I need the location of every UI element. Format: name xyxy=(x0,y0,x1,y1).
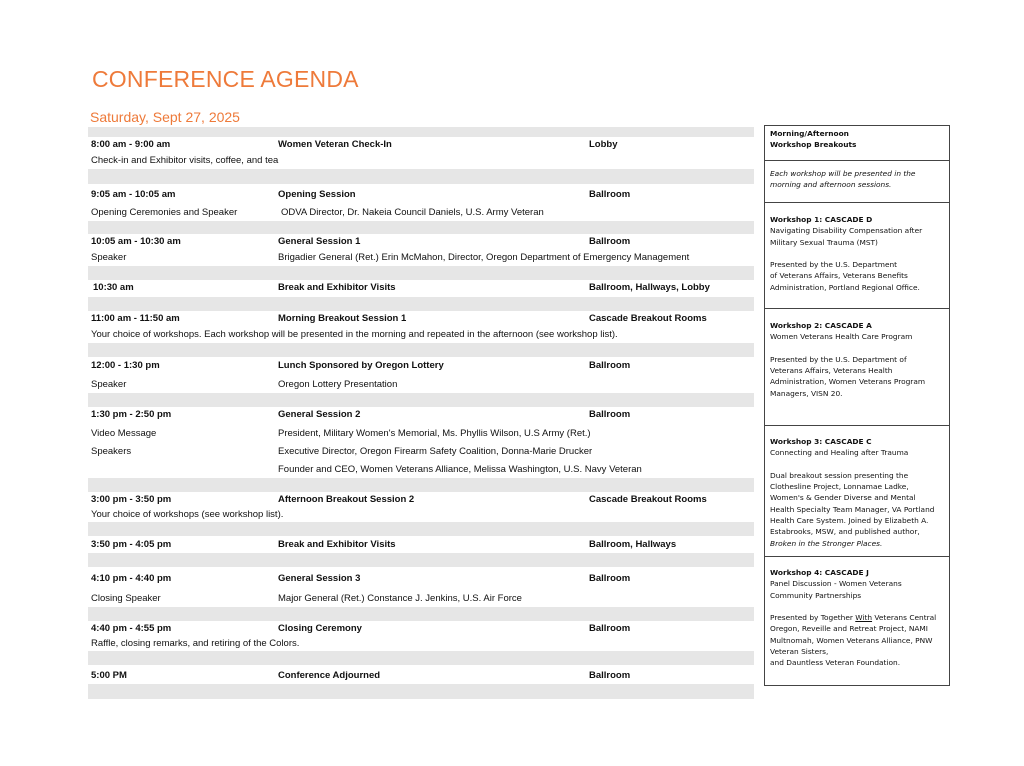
detail: ODVA Director, Dr. Nakeia Council Daniels, U.S. Army Veteran xyxy=(281,207,544,218)
workshop-3 xyxy=(765,426,949,557)
agenda-row xyxy=(88,407,754,423)
workshop-presenter: Veteran Sisters, xyxy=(770,647,829,657)
agenda-row xyxy=(88,311,754,327)
role: Closing Speaker xyxy=(91,593,161,604)
workshop-presenter: Health Specialty Team Manager, VA Portland xyxy=(770,504,935,514)
workshop-1 xyxy=(765,203,949,309)
workshop-topic: Panel Discussion - Women Veterans xyxy=(770,579,902,589)
agenda-detail xyxy=(88,461,754,478)
detail: Executive Director, Oregon Firearm Safety Coalition, Donna-Marie Drucker xyxy=(278,446,593,457)
location: Cascade Breakout Rooms xyxy=(589,494,707,505)
sidebar-header-line: Workshop Breakouts xyxy=(770,140,857,150)
divider-band xyxy=(88,297,754,311)
divider-band xyxy=(88,607,754,621)
agenda-row xyxy=(88,137,754,153)
location: Ballroom, Hallways, Lobby xyxy=(589,282,710,293)
agenda-detail xyxy=(88,374,754,393)
time: 4:10 pm - 4:40 pm xyxy=(91,573,172,584)
workshop-title: Workshop 2: CASCADE A xyxy=(770,321,872,330)
workshop-topic: Military Sexual Trauma (MST) xyxy=(770,237,878,247)
workshop-sidebar xyxy=(764,125,950,686)
description: Your choice of workshops (see workshop list). xyxy=(91,509,284,520)
workshop-4 xyxy=(765,557,949,673)
sidebar-header xyxy=(765,126,949,161)
workshop-presenter: Oregon, Reveille and Retreat Project, NAMI xyxy=(770,624,928,634)
workshop-presenter: of Veterans Affairs, Veterans Benefits xyxy=(770,271,908,281)
location: Ballroom xyxy=(589,189,631,200)
workshop-title: Workshop 4: CASCADE J xyxy=(770,568,869,577)
event: Break and Exhibitor Visits xyxy=(278,539,396,550)
divider-band xyxy=(88,169,754,184)
detail: Brigadier General (Ret.) Erin McMahon, Director, Oregon Department of Emergency Management xyxy=(278,252,690,263)
book-title: Broken in the Stronger Places. xyxy=(770,538,883,548)
event: Women Veteran Check-In xyxy=(278,139,392,150)
time: 10:05 am - 10:30 am xyxy=(91,236,181,247)
location: Lobby xyxy=(589,139,618,150)
agenda-row xyxy=(88,621,754,637)
underlined-word: With xyxy=(855,613,873,623)
intro-line: Each workshop will be presented in the xyxy=(770,169,916,178)
time: 4:40 pm - 4:55 pm xyxy=(91,623,172,634)
time: 8:00 am - 9:00 am xyxy=(91,139,171,150)
workshop-presenter: Veterans Affairs, Veterans Health xyxy=(770,366,893,376)
event: General Session 1 xyxy=(278,236,361,247)
event: Afternoon Breakout Session 2 xyxy=(278,494,415,505)
workshop-presenter: and Dauntless Veteran Foundation. xyxy=(770,658,901,668)
location: Ballroom xyxy=(589,623,631,634)
agenda-detail xyxy=(88,508,754,522)
workshop-title: Workshop 1: CASCADE D xyxy=(770,215,873,224)
detail: Major General (Ret.) Constance J. Jenkins, U.S. Air Force xyxy=(278,593,522,604)
agenda-detail xyxy=(88,327,754,343)
agenda-detail xyxy=(88,423,754,442)
agenda-detail xyxy=(88,203,754,221)
time: 5:00 PM xyxy=(91,670,127,681)
page-title: CONFERENCE AGENDA xyxy=(92,66,359,92)
time: 3:00 pm - 3:50 pm xyxy=(91,494,172,505)
description: Your choice of workshops. Each workshop will be presented in the morning and repeated in the afternoon (see workshop list). xyxy=(91,329,618,340)
divider-band xyxy=(88,684,754,699)
detail: President, Military Women's Memorial, Ms. Phyllis Wilson, U.S Army (Ret.) xyxy=(278,428,591,439)
location: Ballroom xyxy=(589,360,631,371)
role: Speaker xyxy=(91,379,127,390)
workshop-2 xyxy=(765,309,949,426)
time: 3:50 pm - 4:05 pm xyxy=(91,539,172,550)
time: 12:00 - 1:30 pm xyxy=(91,360,160,371)
time: 1:30 pm - 2:50 pm xyxy=(91,409,172,420)
event: General Session 2 xyxy=(278,409,361,420)
location: Ballroom xyxy=(589,236,631,247)
agenda-row xyxy=(88,280,754,297)
workshop-topic: Navigating Disability Compensation after xyxy=(770,226,923,236)
detail: Founder and CEO, Women Veterans Alliance, Melissa Washington, U.S. Navy Veteran xyxy=(278,464,642,475)
agenda-table xyxy=(88,127,754,699)
agenda-row xyxy=(88,536,754,553)
event: Closing Ceremony xyxy=(278,623,362,634)
workshop-presenter: Women's & Gender Diverse and Mental xyxy=(770,493,916,503)
time: 11:00 am - 11:50 am xyxy=(91,313,180,324)
sidebar-header-line: Morning/Afternoon xyxy=(770,129,849,138)
detail: Oregon Lottery Presentation xyxy=(278,379,398,390)
workshop-presenter: Multnomah, Women Veterans Alliance, PNW xyxy=(770,635,933,645)
divider-band xyxy=(88,553,754,567)
agenda-detail xyxy=(88,250,754,266)
workshop-presenter: Presented by the U.S. Department xyxy=(770,260,898,270)
agenda-row xyxy=(88,187,754,203)
agenda-detail xyxy=(88,442,754,461)
workshop-topic: Women Veterans Health Care Program xyxy=(770,332,913,342)
divider-band xyxy=(88,393,754,407)
time: 10:30 am xyxy=(93,282,134,293)
divider-band xyxy=(88,478,754,492)
location: Ballroom xyxy=(589,573,631,584)
workshop-title: Workshop 3: CASCADE C xyxy=(770,437,872,446)
sidebar-intro xyxy=(765,161,949,203)
divider-band xyxy=(88,343,754,357)
divider-band xyxy=(88,221,754,234)
agenda-row xyxy=(88,571,754,587)
location: Ballroom, Hallways xyxy=(589,539,677,550)
workshop-presenter: Presented by Together With Veterans Central xyxy=(770,613,937,623)
event: General Session 3 xyxy=(278,573,361,584)
workshop-presenter: Administration, Women Veterans Program xyxy=(770,377,926,387)
workshop-presenter: Clothesline Project, Lonnamae Ladke, xyxy=(770,482,909,492)
workshop-topic: Connecting and Healing after Trauma xyxy=(770,448,909,458)
location: Cascade Breakout Rooms xyxy=(589,313,707,324)
workshop-presenter: Estabrooks, MSW, and published author, xyxy=(770,527,920,537)
agenda-detail xyxy=(88,637,754,651)
location: Ballroom xyxy=(589,409,631,420)
divider-band xyxy=(88,127,754,137)
workshop-presenter: Presented by the U.S. Department of xyxy=(770,354,907,364)
description: Check-in and Exhibitor visits, coffee, and tea xyxy=(91,155,279,166)
role: Speaker xyxy=(91,252,127,263)
agenda-row xyxy=(88,234,754,250)
workshop-presenter: Managers, VISN 20. xyxy=(770,388,843,398)
event-date: Saturday, Sept 27, 2025 xyxy=(90,109,240,125)
agenda-detail xyxy=(88,153,754,169)
intro-line: morning and afternoon sessions. xyxy=(770,180,892,190)
workshop-presenter: Dual breakout session presenting the xyxy=(770,470,909,480)
description: Raffle, closing remarks, and retiring of the Colors. xyxy=(91,638,300,649)
divider-band xyxy=(88,522,754,536)
divider-band xyxy=(88,266,754,280)
role: Speakers xyxy=(91,446,132,457)
event: Conference Adjourned xyxy=(278,670,381,681)
agenda-detail xyxy=(88,587,754,607)
location: Ballroom xyxy=(589,670,631,681)
workshop-topic: Community Partnerships xyxy=(770,590,862,600)
role: Video Message xyxy=(91,428,157,439)
workshop-presenter: Health Care System. Joined by Elizabeth A. xyxy=(770,516,929,526)
event: Morning Breakout Session 1 xyxy=(278,313,407,324)
workshop-presenter: Administration, Portland Regional Office. xyxy=(770,282,920,292)
event: Opening Session xyxy=(278,189,356,200)
role: Opening Ceremonies and Speaker xyxy=(91,207,238,218)
agenda-row xyxy=(88,492,754,508)
agenda-row xyxy=(88,358,754,374)
time: 9:05 am - 10:05 am xyxy=(91,189,176,200)
agenda-row xyxy=(88,668,754,684)
divider-band xyxy=(88,651,754,665)
event: Lunch Sponsored by Oregon Lottery xyxy=(278,360,444,371)
event: Break and Exhibitor Visits xyxy=(278,282,396,293)
